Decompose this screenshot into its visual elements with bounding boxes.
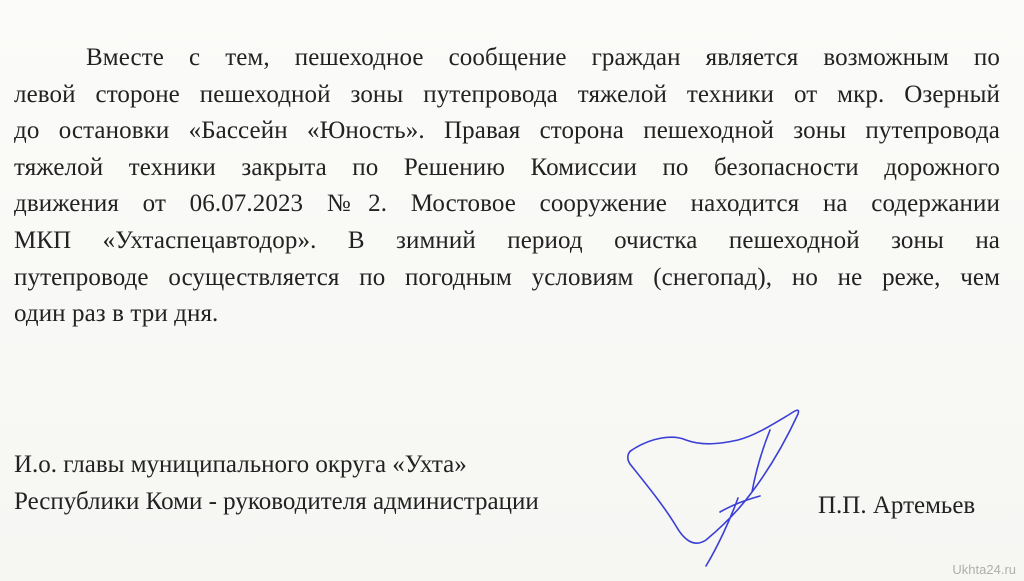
paragraph-line: Вместе с тем, пешеходное сообщение граждан является возможным по xyxy=(86,44,1000,71)
paragraph-line: МКП «Ухтаспецавтодор». В зимний период очистка пешеходной зоны на xyxy=(14,226,1000,254)
signer-name: П.П. Артемьев xyxy=(818,492,976,519)
paragraph-line: путепроводе осуществляется по погодным условиям (снегопад), но не реже, чем xyxy=(14,263,1000,291)
position-line-1: И.о. главы муниципального округа «Ухта» xyxy=(14,451,467,478)
paragraph-line: левой стороне пешеходной зоны путепровода тяжелой техники от мкр. Озерный xyxy=(14,80,1000,108)
site-watermark: Ukhta24.ru xyxy=(952,562,1016,577)
signatory-position xyxy=(14,446,539,520)
paragraph-line: тяжелой техники закрыта по Решению Комиссии по безопасности дорожного xyxy=(14,153,1000,181)
handwritten-signature xyxy=(620,400,810,570)
paragraph-line: движения от 06.07.2023 №2. Мостовое сооружение находится на содержании xyxy=(14,190,1000,218)
position-line-2: Республики Коми - руководителя администрации xyxy=(14,488,539,515)
paragraph-line: один раз в три дня. xyxy=(14,300,219,328)
paragraph-line: до остановки «Бассейн «Юность». Правая сторона пешеходной зоны путепровода xyxy=(14,117,1000,145)
body-paragraph xyxy=(14,40,1000,333)
